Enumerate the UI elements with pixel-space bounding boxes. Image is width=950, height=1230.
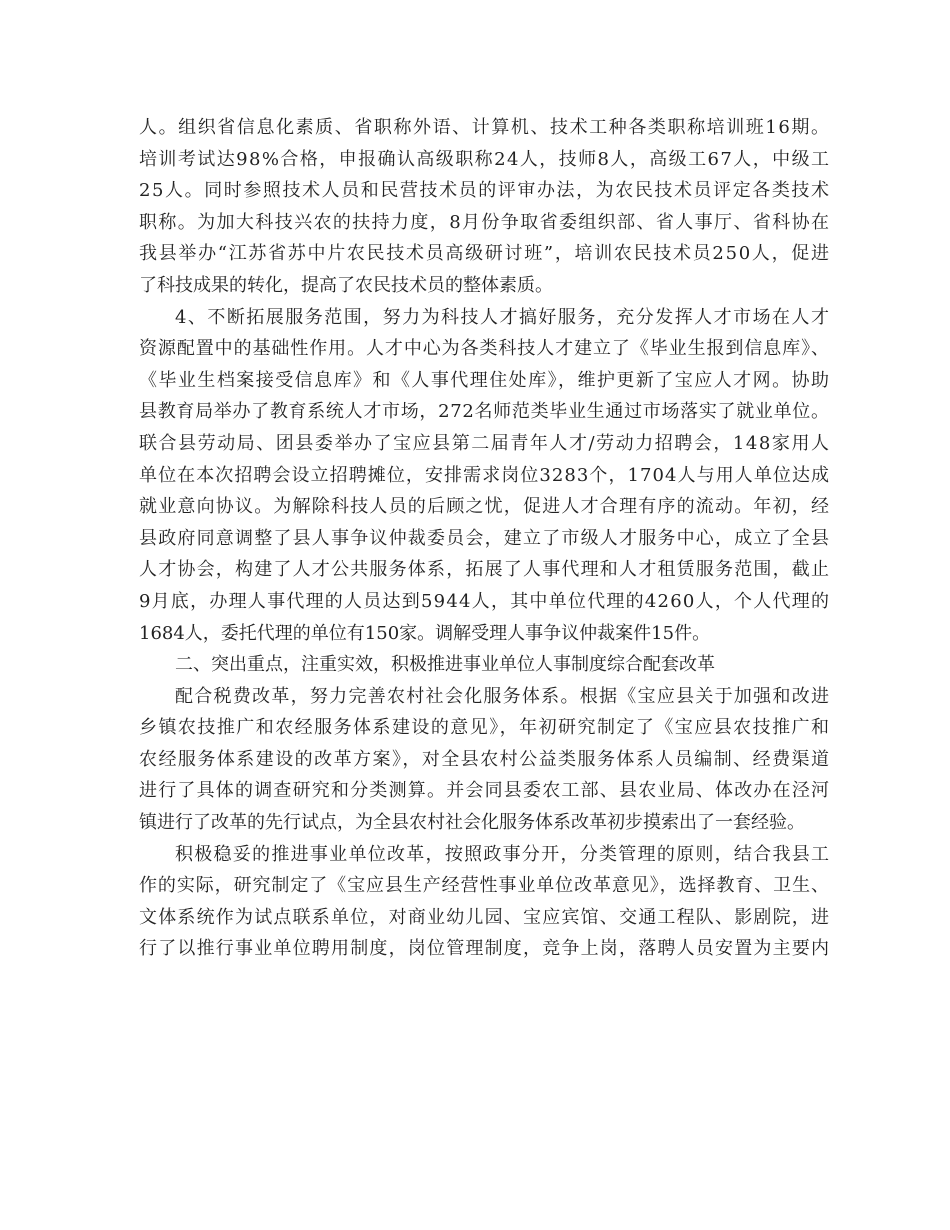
text-line: 行了以推行事业单位聘用制度，岗位管理制度，竞争上岗，落聘人员安置为主要内 [139,938,831,960]
text-line: 人才协会，构建了人才公共服务体系，拓展了人事代理和人才租赁服务范围，截止 [139,559,831,581]
text-line: 农经服务体系建设的改革方案》，对全县农村公益类服务体系人员编制、经费渠道 [139,748,831,770]
text-line: 配合税费改革，努力完善农村社会化服务体系。根据《宝应县关于加强和改进 [175,685,831,707]
text-line: 9月底，办理人事代理的人员达到5944人，其中单位代理的4260人，个人代理的 [139,590,831,612]
text-line: 二、突出重点，注重实效，积极推进事业单位人事制度综合配套改革 [175,654,715,676]
text-line: 25人。同时参照技术人员和民营技术员的评审办法，为农民技术员评定各类技术 [139,180,831,202]
text-line: 4、不断拓展服务范围，努力为科技人才搞好服务，充分发挥人才市场在人才 [175,306,831,328]
text-line: 单位在本次招聘会设立招聘摊位，安排需求岗位3283个，1704人与用人单位达成 [139,464,831,486]
text-line: 乡镇农技推广和农经服务体系建设的意见》，年初研究制定了《宝应县农技推广和 [139,717,831,739]
text-line: 培训考试达98%合格，申报确认高级职称24人，技师8人，高级工67人，中级工 [139,148,831,170]
text-line: 《毕业生档案接受信息库》和《人事代理住处库》，维护更新了宝应人才网。协助 [139,369,831,391]
text-line: 1684人，委托代理的单位有150家。调解受理人事争议仲裁案件15件。 [139,622,711,644]
text-line: 了科技成果的转化，提高了农民技术员的整体素质。 [139,274,553,296]
text-line: 镇进行了改革的先行试点，为全县农村社会化服务体系改革初步摸索出了一套经验。 [139,812,805,834]
text-line: 联合县劳动局、团县委举办了宝应县第二届青年人才/劳动力招聘会，148家用人 [139,432,831,454]
document-body [139,112,829,965]
text-line: 我县举办“江苏省苏中片农民技术员高级研讨班”，培训农民技术员250人，促进 [139,243,831,265]
text-line: 积极稳妥的推进事业单位改革，按照政事分开，分类管理的原则，结合我县工 [175,843,831,865]
text-line: 作的实际，研究制定了《宝应县生产经营性事业单位改革意见》，选择教育、卫生、 [139,875,830,897]
text-line: 县教育局举办了教育系统人才市场，272名师范类毕业生通过市场落实了就业单位。 [139,401,830,423]
text-line: 文体系统作为试点联系单位，对商业幼儿园、宝应宾馆、交通工程队、影剧院，进 [139,906,831,928]
text-line: 人。组织省信息化素质、省职称外语、计算机、技术工种各类职称培训班16期。 [139,117,831,138]
text-line: 县政府同意调整了县人事争议仲裁委员会，建立了市级人才服务中心，成立了全县 [139,527,831,549]
text-line: 资源配置中的基础性作用。人才中心为各类科技人才建立了《毕业生报到信息库》、 [139,338,830,360]
text-line: 职称。为加大科技兴农的扶持力度，8月份争取省委组织部、省人事厅、省科协在 [139,211,831,233]
text-line: 就业意向协议。为解除科技人员的后顾之忧，促进人才合理有序的流动。年初，经 [139,496,831,518]
text-line: 进行了具体的调查研究和分类测算。并会同县委农工部、县农业局、体改办在泾河 [139,780,831,802]
